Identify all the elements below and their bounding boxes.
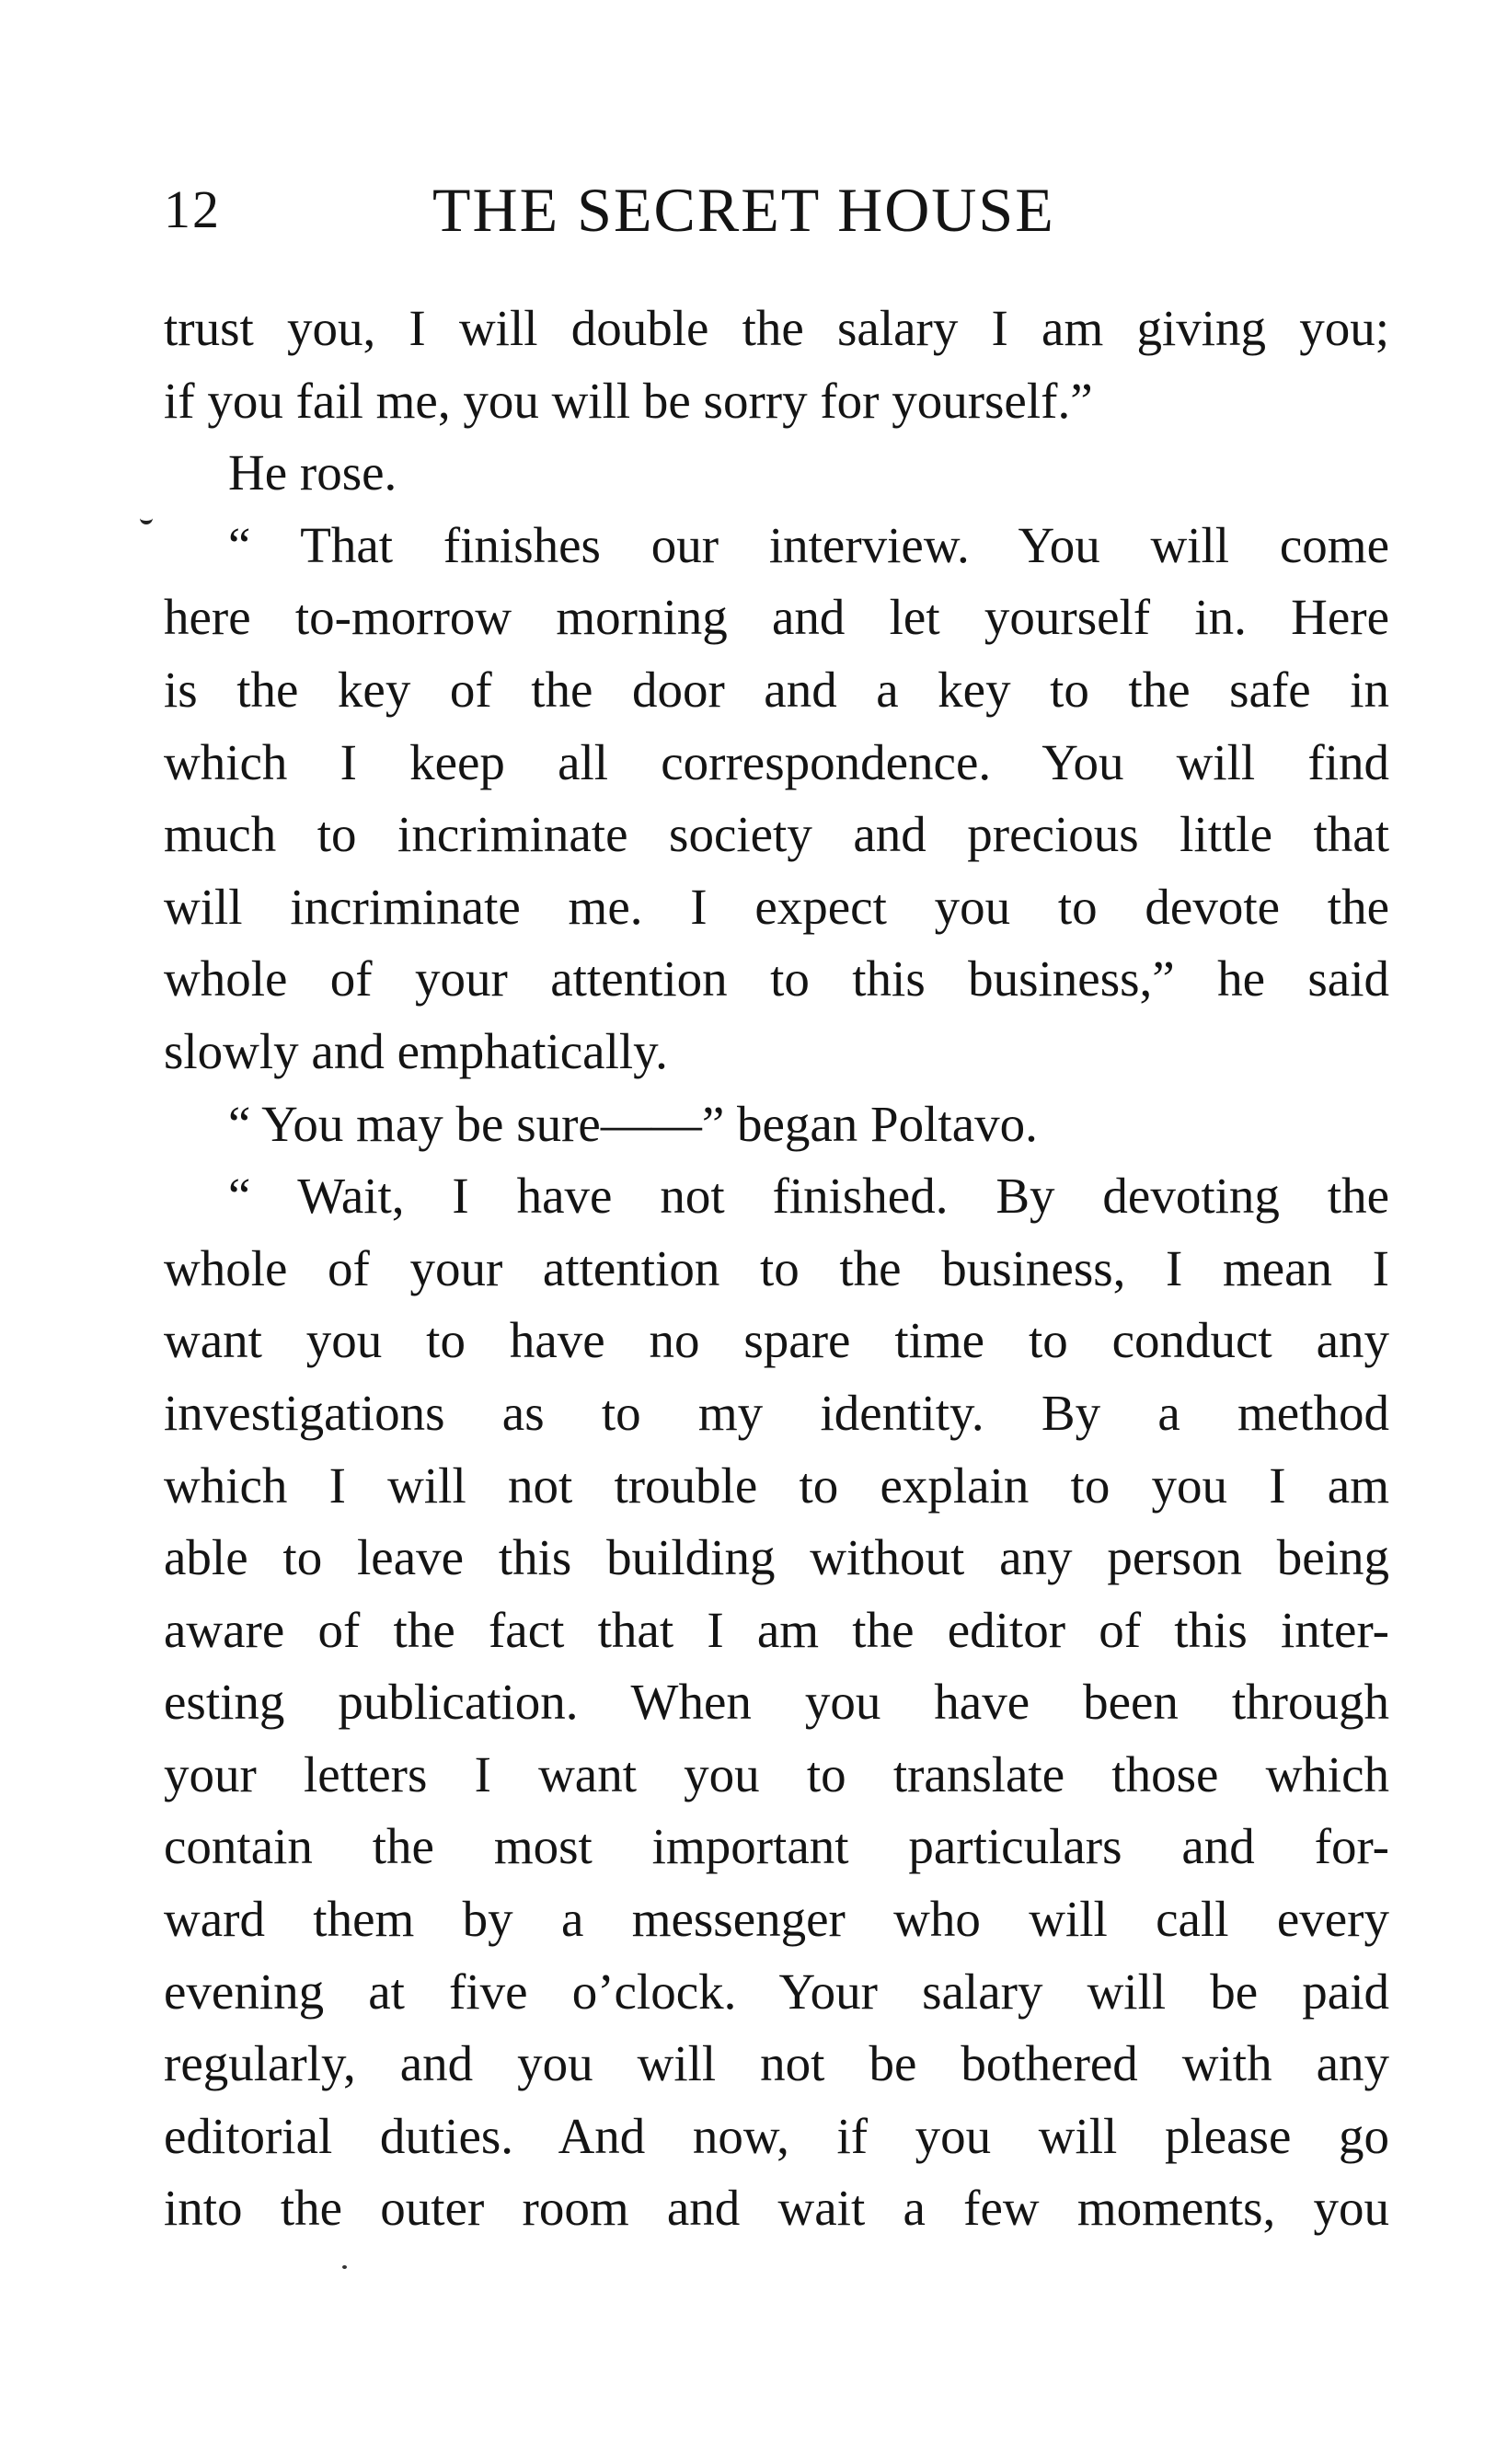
text-line: ward them by a messenger who will call every — [164, 1891, 1389, 1948]
text-line: which I will not trouble to explain to you I am — [164, 1457, 1389, 1514]
body-text — [164, 293, 1389, 2245]
text-line: into the outer room and wait a few moments, you — [164, 2180, 1389, 2237]
text-line: “ You may be sure——” began Poltavo. — [228, 1095, 1038, 1152]
text-line: here to-morrow morning and let yourself in. Here — [164, 589, 1389, 646]
text-line: “ That finishes our interview. You will come — [228, 516, 1389, 573]
text-line: is the key of the door and a key to the safe in — [164, 661, 1389, 718]
page-number: 12 — [164, 179, 221, 239]
text-line: whole of your attention to this business,” he said — [164, 950, 1389, 1007]
text-line: regularly, and you will not be bothered with any — [164, 2035, 1389, 2092]
text-line: contain the most important particulars and for- — [164, 1818, 1389, 1875]
text-line: He rose. — [228, 444, 397, 501]
text-line: “ Wait, I have not finished. By devoting the — [228, 1168, 1389, 1225]
text-line: editorial duties. And now, if you will please go — [164, 2107, 1389, 2164]
margin-mark — [140, 512, 153, 524]
text-line: trust you, I will double the salary I am giving you; — [164, 300, 1389, 356]
running-title: THE SECRET HOUSE — [432, 175, 1055, 245]
text-line: aware of the fact that I am the editor of this inter- — [164, 1601, 1389, 1658]
text-line: if you fail me, you will be sorry for yourself.” — [164, 372, 1093, 429]
text-line: your letters I want you to translate those which — [164, 1745, 1389, 1802]
text-line: evening at five o’clock. Your salary will be paid — [164, 1963, 1389, 2020]
text-line: esting publication. When you have been through — [164, 1674, 1389, 1731]
text-line: much to incriminate society and precious little that — [164, 806, 1389, 863]
text-line: slowly and emphatically. — [164, 1022, 668, 1079]
text-line: will incriminate me. I expect you to devote the — [164, 878, 1389, 935]
text-line: able to leave this building without any person being — [164, 1529, 1389, 1586]
page-header — [164, 173, 1389, 247]
text-line: investigations as to my identity. By a method — [164, 1384, 1389, 1441]
text-line: whole of your attention to the business, I mean I — [164, 1239, 1389, 1296]
print-speck — [342, 2265, 347, 2269]
text-line: which I keep all correspondence. You will find — [164, 733, 1389, 790]
text-line: want you to have no spare time to conduct any — [164, 1312, 1389, 1369]
